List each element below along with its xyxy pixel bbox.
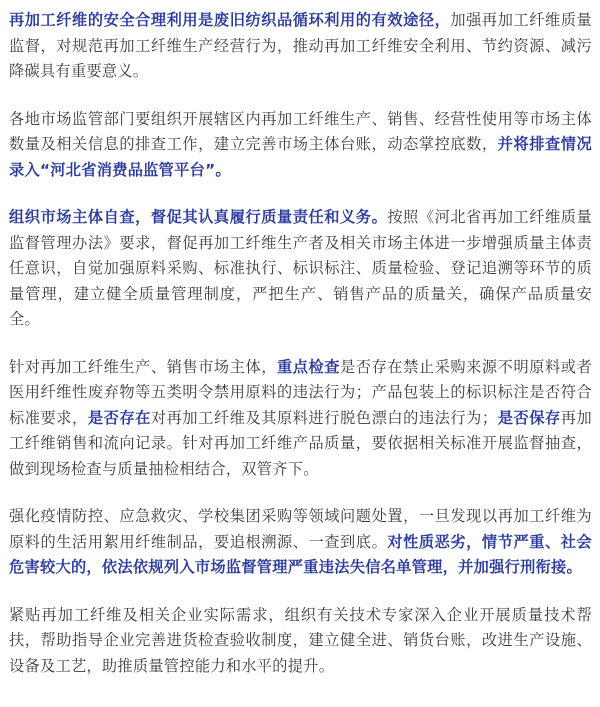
highlight-text: 组织市场主体自查，督促其认真履行质量责任和义务。 bbox=[9, 208, 388, 226]
body-text: 针对再加工纤维生产、销售市场主体， bbox=[9, 357, 277, 376]
body-text: 加强再加工纤维质量监督，对规范再加工纤维生产经营行为，推动再加工纤维安全利用、节约资源、减污降碳具有重要意义。 bbox=[9, 11, 593, 80]
highlight-text: 是否存在 bbox=[87, 408, 151, 427]
body-text: 各地市场监管部门要组织开展辖区内再加工纤维生产、销售、经营性使用等市场主体数量及相关信息的排查工作，建立完善市场主体台账，动态掌控底数， bbox=[9, 109, 592, 153]
paragraph-5 bbox=[9, 504, 592, 581]
paragraph-4 bbox=[9, 355, 592, 483]
body-text: 强化疫情防控、应急救灾、学校集团采购等领域问题处置，一旦发现以再加工纤维为原料的生活用絮用纤维制品，要追根溯源、一查到底。 bbox=[9, 507, 592, 551]
body-text: 紧贴再加工纤维及相关企业实际需求，组织有关技术专家深入企业开展质量技术帮扶，帮助指导企业完善进货检查验收制度，建立健全进、销货台账，改进生产设施、设备及工艺，助推质量管控能力和水平的提升。 bbox=[9, 605, 592, 675]
body-text: 再加工纤维销售和流向记录。针对再加工纤维产品质量，要依据相关标准开展监督抽查，做到现场检查与质量抽检相结合，双管齐下。 bbox=[9, 408, 593, 478]
body-text: 是否存在禁止采购来源不明原料或者医用纤维性废弃物等五类明令禁用原料的违法行为；产品包装上的标识标注是否符合标准要求， bbox=[9, 357, 592, 427]
body-text: 对再加工纤维及其原料进行脱色漂白的违法行为； bbox=[150, 408, 498, 427]
highlight-text: 再加工纤维的安全合理利用是废旧纺织品循环利用的有效途径， bbox=[9, 11, 451, 29]
paragraph-1 bbox=[9, 8, 592, 85]
body-text: 按照《河北省再加工纤维质量监督管理办法》要求，督促再加工纤维生产者及相关市场主体进一步增强质量主体责任意识，自觉加强原料采购、标准执行、标识标注、质量检验、登记追溯等环节的质量管理，建立健全质量管理制度，严把生产、销售产品的质量关，确保产品质量安全。 bbox=[9, 208, 592, 328]
highlight-text: 并将排查情况录入“河北省消费品监管平台”。 bbox=[9, 135, 592, 179]
highlight-text: 对性质恶劣，情节严重、社会危害较大的，依法依规列入市场监督管理严重违法失信名单管理，并加强行刑衔接。 bbox=[9, 532, 592, 576]
paragraph-2 bbox=[9, 107, 592, 184]
paragraph-3 bbox=[9, 205, 592, 333]
highlight-text: 是否保存 bbox=[497, 408, 561, 427]
paragraph-6 bbox=[9, 603, 592, 680]
highlight-text: 重点检查 bbox=[276, 357, 341, 376]
